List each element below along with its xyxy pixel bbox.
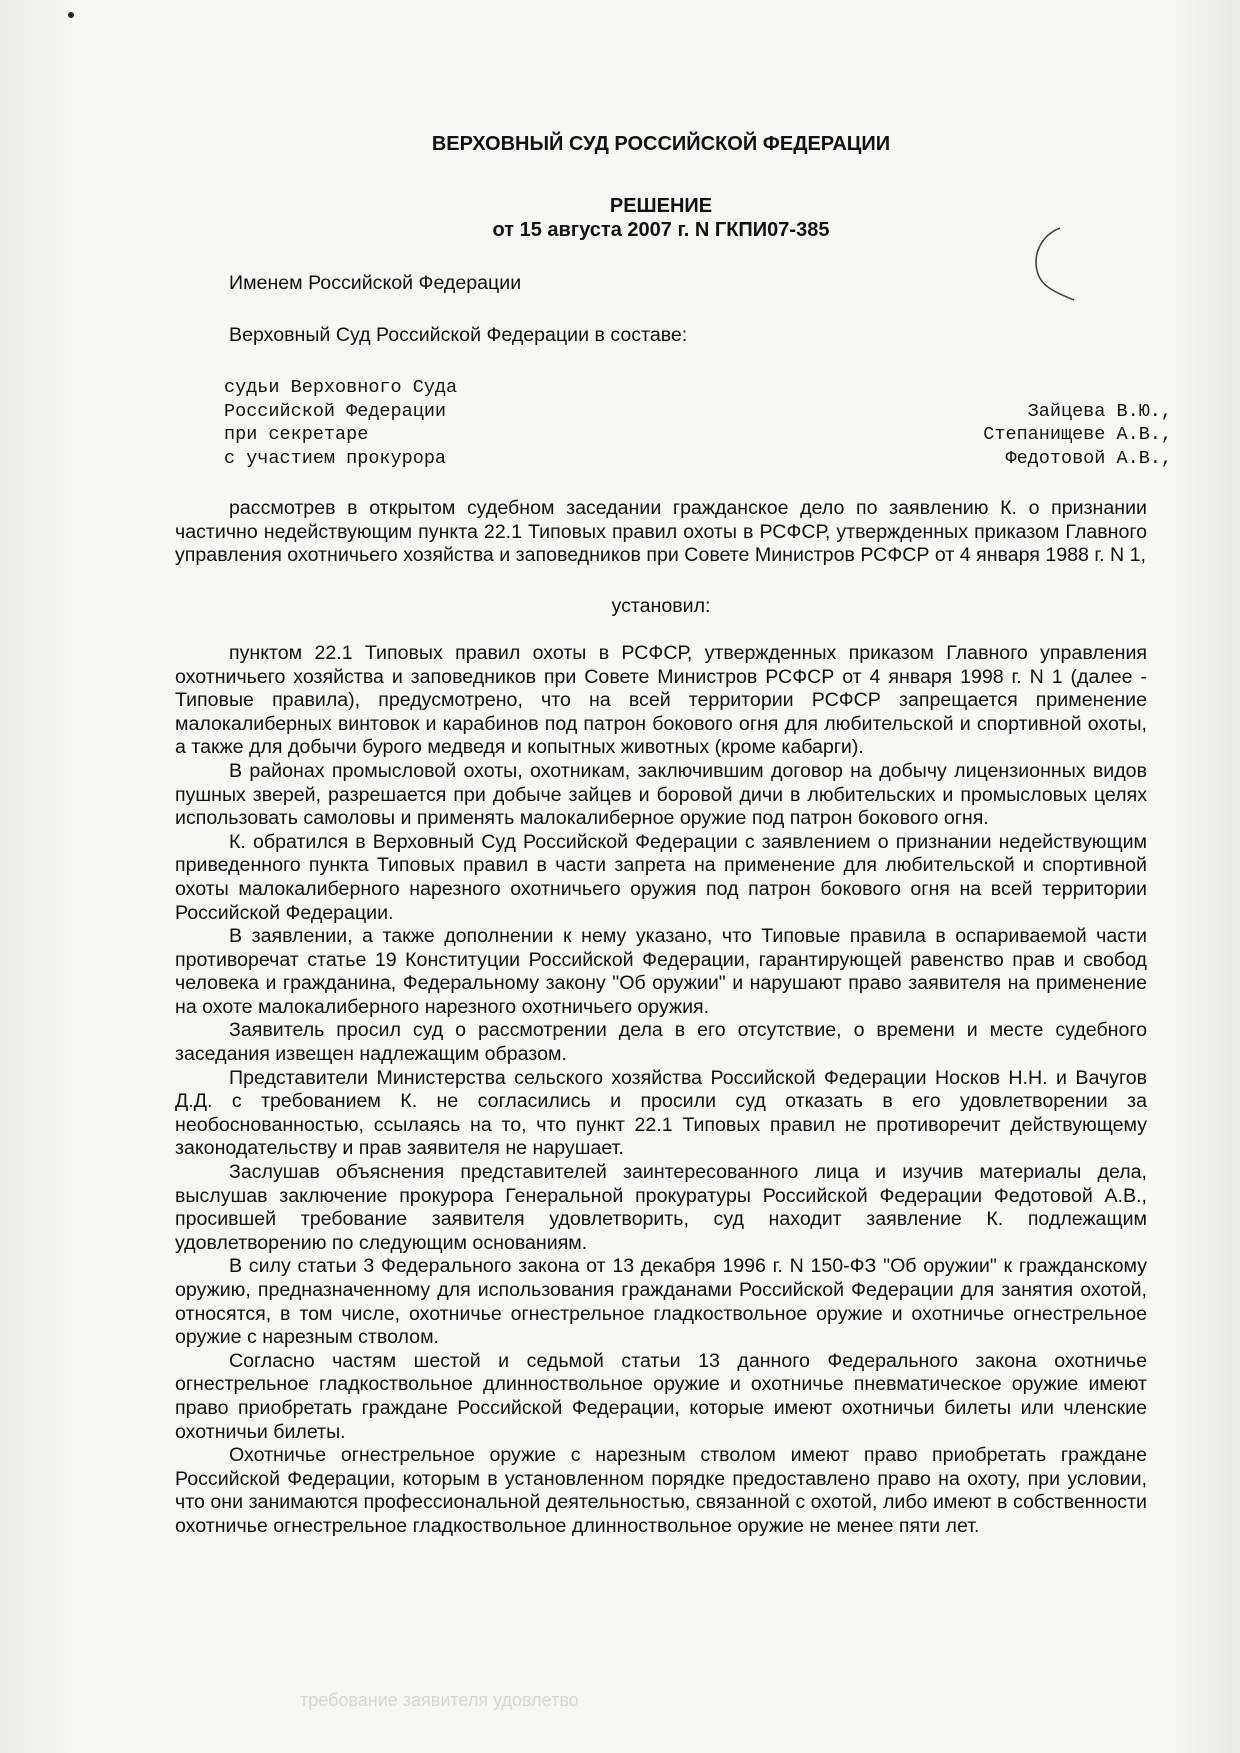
court-composition-line: Верховный Суд Российской Федерации в составе: (229, 323, 688, 346)
member-row (224, 376, 1172, 400)
bleed-through-text: требование заявителя удовлетво (300, 1690, 579, 1710)
member-name: Зайцева В.Ю., (1027, 400, 1172, 422)
document-date-number: от 15 августа 2007 г. N ГКПИ07-385 (492, 219, 830, 241)
member-row (224, 423, 1172, 447)
body-text (175, 642, 1147, 1539)
body-paragraph: пунктом 22.1 Типовых правил охоты в РСФСР, утвержденных приказом Главного управления охотничьего хозяйства и заповедников при Совете Министров РСФСР от 4 января 1998 г. N 1 (далее - Типовые правила), предусмотрено, что на всей территории РСФСР запрещается применение малокалиберных винтовок и карабинов под патрон бокового огня для любительской и спортивной охоты, а также для добычи бурого медведя и копытных животных (кроме кабарги). (175, 641, 1147, 759)
section-heading-ustanovil: установил: (611, 594, 711, 617)
body-paragraph: К. обратился в Верховный Суд Российской Федерации с заявлением о признании недействующим приведенного пункта Типовых правил в части запрета на применение для любительской и спортивной охоты малокалиберного нарезного охотничьего оружия под патрон бокового огня на всей территории Российской Федерации. (175, 830, 1147, 924)
corner-speck-icon (66, 10, 76, 20)
court-name: ВЕРХОВНЫЙ СУД РОССИЙСКОЙ ФЕДЕРАЦИИ (431, 133, 891, 155)
member-row (224, 400, 1172, 424)
member-name: Степанищеве А.В., (983, 424, 1172, 446)
body-paragraph: Заслушав объяснения представителей заинтересованного лица и изучив материалы дела, выслушав заключение прокурора Генеральной прокуратуры Российской Федерации Федотовой А.В., просившей требование заявителя удовлетворить, суд находит заявление К. подлежащим удовлетворению по следующим основаниям. (175, 1161, 1147, 1254)
case-intro-paragraph: рассмотрев в открытом судебном заседании гражданское дело по заявлению К. о признании частично недействующим пункта 22.1 Типовых правил охоты в РСФСР, утвержденных приказом Главного управления охотничьего хозяйства и заповедников при Совете Министров РСФСР от 4 января 1988 г. N 1, (175, 497, 1147, 567)
document-content (175, 132, 1172, 1539)
member-role: Российской Федерации (224, 400, 447, 422)
body-paragraph: В районах промысловой охоты, охотникам, заключившим договор на добычу лицензионных видов пушных зверей, разрешается при добыче зайцев и боровой дичи в любительских и промысловых целях использовать самоловы и применять малокалиберное оружие под патрон бокового огня. (175, 759, 1147, 830)
body-paragraph: В силу статьи 3 Федерального закона от 13 декабря 1996 г. N 150-ФЗ "Об оружии" к гражданскому оружию, предназначенному для использования гражданами Российской Федерации для занятия охотой, относятся, в том числе, охотничье огнестрельное гладкоствольное оружие и охотничье огнестрельное оружие с нарезным стволом. (175, 1255, 1147, 1349)
member-name: Федотовой А.В., (1005, 447, 1172, 469)
member-role: с участием прокурора (224, 447, 447, 469)
in-the-name-line: Именем Российской Федерации (229, 272, 522, 294)
member-role: судьи Верховного Суда (224, 377, 458, 399)
body-paragraph: Заявитель просил суд о рассмотрении дела в его отсутствие, о времени и месте судебного заседания извещен надлежащим образом. (175, 1019, 1147, 1066)
body-paragraph: Согласно частям шестой и седьмой статьи 13 данного Федерального закона охотничье огнестрельное гладкоствольное длинноствольное оружие и охотничье пневматическое оружие имеют право приобретать граждане Российской Федерации, которые имеют охотничьи билеты или членские охотничьи билеты. (175, 1349, 1147, 1443)
court-members-block (224, 376, 1172, 470)
member-role: при секретаре (224, 424, 369, 446)
body-paragraph: Представители Министерства сельского хозяйства Российской Федерации Носков Н.Н. и Вачугов Д.Д. с требованием К. не согласились и просили суд отказать в его удовлетворении за необоснованностью, ссылаясь на то, что пункт 22.1 Типовых правил не противоречит действующему законодательству и прав заявителя не нарушает. (175, 1066, 1147, 1160)
document-title: РЕШЕНИЕ (609, 195, 713, 217)
body-paragraph: В заявлении, а также дополнении к нему указано, что Типовые правила в оспариваемой части противоречат статье 19 Конституции Российской Федерации, гарантирующей равенство прав и свобод человека и гражданина, Федеральному закону "Об оружии" и нарушают право заявителя на применение на охоте малокалиберного нарезного охотничьего оружия. (175, 925, 1147, 1018)
member-row (224, 447, 1172, 471)
body-paragraph: Охотничье огнестрельное оружие с нарезным стволом имеют право приобретать граждане Российской Федерации, которым в установленном порядке предоставлено право на охоту, при условии, что они занимаются профессиональной деятельностью, связанной с охотой, либо имеют в собственности охотничье огнестрельное гладкоствольное длинноствольное оружие не менее пяти лет. (175, 1444, 1147, 1537)
